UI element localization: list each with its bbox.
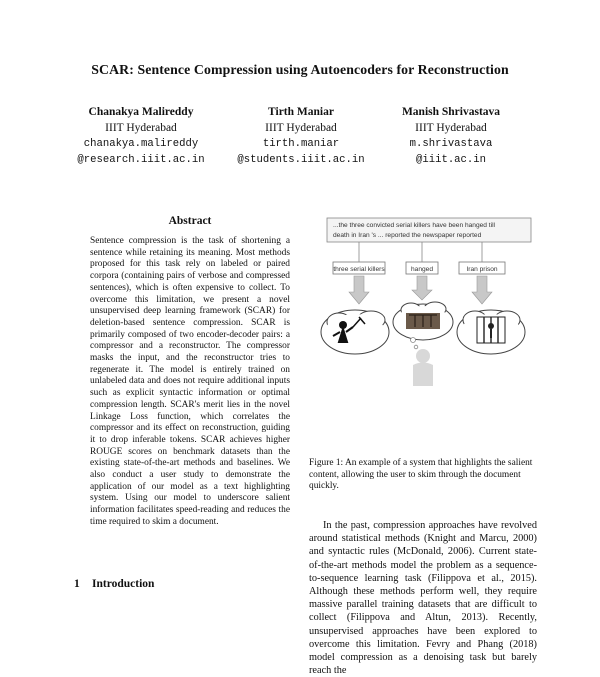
paper-title: SCAR: Sentence Compression using Autoencoders for Reconstruction (91, 62, 509, 77)
label-text: hanged (410, 266, 434, 273)
section-title: Introduction (92, 578, 155, 590)
author-block (356, 104, 546, 168)
author-affiliation: IIIT Hyderabad (415, 122, 487, 134)
prison-cloud-icon (457, 310, 525, 354)
author-email: tirth.maniar (262, 138, 340, 150)
author-affiliation: IIIT Hyderabad (105, 122, 177, 134)
figure-caption: Figure 1: An example of a system that highlights the salient content, allowing the user to skim through the document quickly. (309, 458, 533, 492)
section-number: 1 (74, 578, 80, 590)
gallows-cloud-icon (393, 302, 453, 349)
author-affiliation: IIIT Hyderabad (265, 122, 337, 134)
author-email-domain: @iiit.ac.in (416, 154, 486, 166)
down-arrow-icon (472, 276, 492, 304)
sentence-line-1: ...the three convicted serial killers have been hanged till (333, 222, 496, 229)
sentence-line-2: death in Iran 's ... reported the newspaper reported (333, 232, 482, 239)
author-name: Manish Shrivastava (401, 106, 501, 118)
arrow-icons (349, 276, 492, 304)
label-text: Iran prison (466, 266, 498, 273)
figure-diagram (309, 214, 537, 454)
abstract-heading: Abstract (168, 215, 212, 227)
author-name: Tirth Maniar (268, 106, 334, 118)
label-text: three serial killers (333, 266, 385, 273)
author-email: m.shrivastava (409, 138, 493, 150)
down-arrow-icon (349, 276, 369, 304)
killer-cloud-icon (321, 310, 389, 354)
author-name: Chanakya Malireddy (88, 106, 194, 118)
reader-person-icon (413, 349, 433, 386)
author-email-domain: @students.iiit.ac.in (237, 154, 365, 166)
section-heading (74, 578, 154, 590)
author-email: chanakya.malireddy (83, 138, 199, 150)
abstract-text: Sentence compression is the task of shortening a sentence while retaining its meaning. Most methods proposed for this task rely on labeled or paired corpora (containing pairs of verbose and compressed sentences), which is often expensive to collect. To overcome this limitation, we present a novel unsupervised deep learning framework (SCAR) for deletion-based sentence compression. SCAR is primarily composed of two encoder-decoder pairs: a compressor and a reconstructor. The compressor masks the input, and the reconstructor tries to regenerate it. The model is entirely trained on unlabeled data and does not require additional inputs such as explicit syntactic information or optimal compression length. SCAR's merit lies in the novel Linkage Loss function, which correlates the compressor and its effect on reconstruction, guiding it to drop inferable tokens. SCAR achieves higher ROUGE scores on benchmark datasets than the existing state-of-the-art methods and baselines. We also conduct a user study to demonstrate the application of our model as a text highlighting system. Using our model to underscore salient information facilitates speed-reading and reduces the time required to skim a document. (90, 236, 290, 527)
connector-lines (359, 242, 482, 262)
author-email-domain: @research.iiit.ac.in (77, 154, 205, 166)
intro-paragraph: In the past, compression approaches have revolved around statistical methods (Knight and Marcu, 2000) and syntactic rules (McDonald, 2006). Current state-of-the-art methods model the problem as a sequence-to-sequence learning task (Filippova et al., 2015). Although these methods perform well, they require massive parallel training datasets that are difficult to collect (Filippova and Altun, 2013). Recently, unsupervised approaches have been explored to overcome this limitation. Fevry and Phang (2018) model compression as a denoising task but barely reach the (309, 520, 537, 677)
down-arrow-icon (412, 276, 432, 300)
